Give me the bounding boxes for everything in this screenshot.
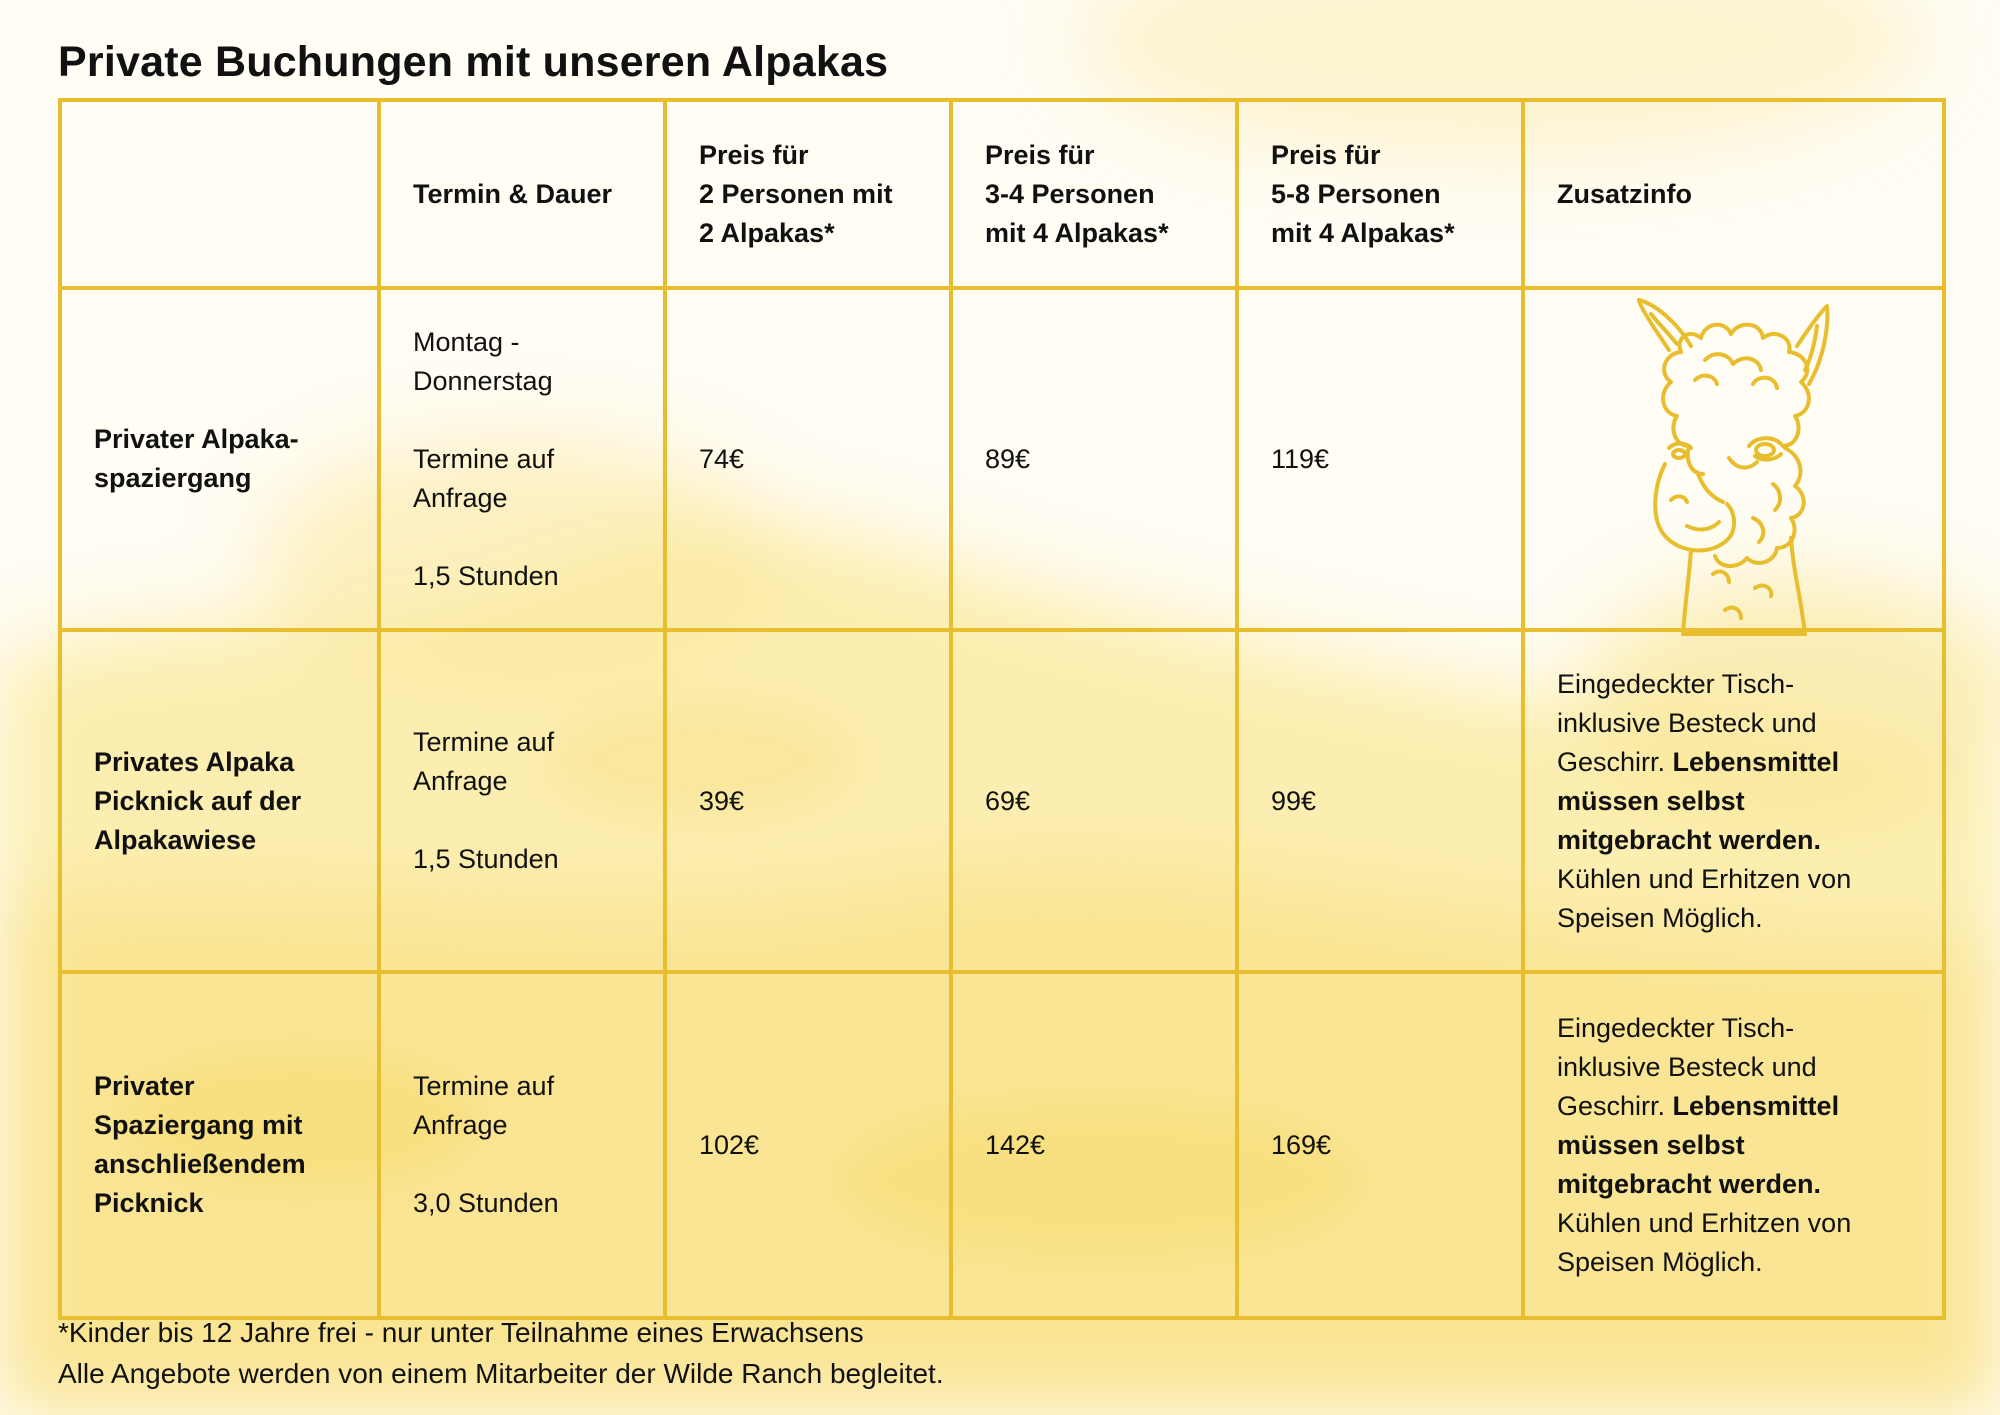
info-line: Kühlen und Erhitzen von bbox=[1557, 1207, 1852, 1238]
info-bold-text: Lebensmittel bbox=[1672, 1090, 1840, 1121]
termin-line: 3,0 Stunden bbox=[413, 1188, 559, 1218]
termin-line: Anfrage bbox=[413, 766, 508, 796]
termin-cell bbox=[379, 630, 665, 972]
price-2-cell: 74€ bbox=[665, 288, 951, 630]
info-line-bold bbox=[1557, 1126, 1922, 1165]
info-bold-text: müssen selbst bbox=[1557, 1129, 1745, 1160]
info-line: Eingedeckter Tisch- bbox=[1557, 1012, 1795, 1043]
alpaca-head-icon bbox=[1625, 298, 1845, 638]
info-line-bold bbox=[1557, 782, 1922, 821]
header-line: 2 Personen mit bbox=[699, 178, 893, 209]
termin-cell bbox=[379, 288, 665, 630]
header-line: 5-8 Personen bbox=[1271, 178, 1441, 209]
info-line: Kühlen und Erhitzen von bbox=[1557, 863, 1852, 894]
offer-name-line: Privates Alpaka bbox=[94, 746, 295, 777]
termin-cell bbox=[379, 972, 665, 1318]
info-line: inklusive Besteck und bbox=[1557, 1051, 1817, 1082]
price-5-8-cell: 99€ bbox=[1237, 630, 1523, 972]
header-cell-price-2 bbox=[665, 100, 951, 288]
offer-name-line: spaziergang bbox=[94, 463, 252, 493]
spacer bbox=[413, 401, 643, 440]
info-line: Speisen Möglich. bbox=[1557, 902, 1763, 933]
zusatzinfo-cell bbox=[1523, 288, 1944, 630]
info-line-bold bbox=[1557, 1165, 1922, 1204]
termin-line: Anfrage bbox=[413, 1110, 508, 1140]
offer-name-line: Spaziergang mit bbox=[94, 1110, 303, 1140]
price-5-8-cell: 169€ bbox=[1237, 972, 1523, 1318]
header-cell-price-5-8 bbox=[1237, 100, 1523, 288]
info-line: inklusive Besteck und bbox=[1557, 707, 1817, 738]
price-2-cell: 102€ bbox=[665, 972, 951, 1318]
info-text: Geschirr. bbox=[1557, 746, 1673, 777]
price-5-8-cell: 119€ bbox=[1237, 288, 1523, 630]
table-header-row bbox=[60, 100, 1944, 288]
termin-line: Donnerstag bbox=[413, 365, 553, 396]
price-2-cell: 39€ bbox=[665, 630, 951, 972]
spacer bbox=[413, 801, 643, 840]
info-line-bold bbox=[1557, 821, 1922, 860]
termin-line: Termine auf bbox=[413, 727, 555, 757]
termin-line: Termine auf bbox=[413, 1071, 555, 1101]
termin-line: 1,5 Stunden bbox=[413, 844, 559, 874]
info-bold-text: müssen selbst bbox=[1557, 785, 1745, 816]
termin-line: Montag - bbox=[413, 326, 520, 357]
price-3-4-cell: 69€ bbox=[951, 630, 1237, 972]
page-title: Private Buchungen mit unseren Alpakas bbox=[58, 38, 889, 86]
offer-name-line: anschließendem bbox=[94, 1149, 306, 1179]
zusatzinfo-cell bbox=[1523, 630, 1944, 972]
offer-name-cell bbox=[60, 630, 379, 972]
info-bold-text: mitgebracht werden. bbox=[1557, 1168, 1822, 1199]
header-line: 2 Alpakas* bbox=[699, 217, 835, 248]
offer-name-cell bbox=[60, 288, 379, 630]
footnote-line: Alle Angebote werden von einem Mitarbeiter der Wilde Ranch begleitet. bbox=[58, 1358, 944, 1389]
offer-name-line: Privater bbox=[94, 1071, 195, 1101]
header-line: Preis für bbox=[699, 139, 809, 170]
price-3-4-cell: 142€ bbox=[951, 972, 1237, 1318]
info-bold-text: Lebensmittel bbox=[1672, 746, 1840, 777]
table-row bbox=[60, 630, 1944, 972]
offer-name-line: Alpakawiese bbox=[94, 824, 257, 855]
offer-name-line: Privater Alpaka- bbox=[94, 424, 299, 454]
offer-name-line: Picknick auf der bbox=[94, 785, 302, 816]
header-line: Preis für bbox=[1271, 139, 1381, 170]
header-cell-zusatzinfo: Zusatzinfo bbox=[1523, 100, 1944, 288]
spacer bbox=[413, 518, 643, 557]
header-cell-price-3-4 bbox=[951, 100, 1237, 288]
termin-line: 1,5 Stunden bbox=[413, 560, 559, 591]
info-bold-text: mitgebracht werden. bbox=[1557, 824, 1822, 855]
pricing-table bbox=[58, 98, 1946, 1320]
footnote bbox=[58, 1312, 944, 1394]
zusatzinfo-cell bbox=[1523, 972, 1944, 1318]
termin-line: Anfrage bbox=[413, 482, 508, 513]
termin-line: Termine auf bbox=[413, 443, 555, 474]
table-row bbox=[60, 972, 1944, 1318]
table-row bbox=[60, 288, 1944, 630]
info-line bbox=[1557, 743, 1922, 782]
info-text: Geschirr. bbox=[1557, 1090, 1673, 1121]
offer-name-cell bbox=[60, 972, 379, 1318]
spacer bbox=[413, 1145, 643, 1184]
price-3-4-cell: 89€ bbox=[951, 288, 1237, 630]
footnote-line: *Kinder bis 12 Jahre frei - nur unter Teilnahme eines Erwachsens bbox=[58, 1317, 864, 1348]
info-line bbox=[1557, 1087, 1922, 1126]
offer-name-line: Picknick bbox=[94, 1188, 204, 1218]
header-line: 3-4 Personen bbox=[985, 178, 1155, 209]
header-cell-termin: Termin & Dauer bbox=[379, 100, 665, 288]
header-line: Preis für bbox=[985, 139, 1095, 170]
header-cell-empty bbox=[60, 100, 379, 288]
header-line: mit 4 Alpakas* bbox=[1271, 217, 1455, 248]
info-line: Speisen Möglich. bbox=[1557, 1246, 1763, 1277]
info-line: Eingedeckter Tisch- bbox=[1557, 668, 1795, 699]
header-line: mit 4 Alpakas* bbox=[985, 217, 1169, 248]
